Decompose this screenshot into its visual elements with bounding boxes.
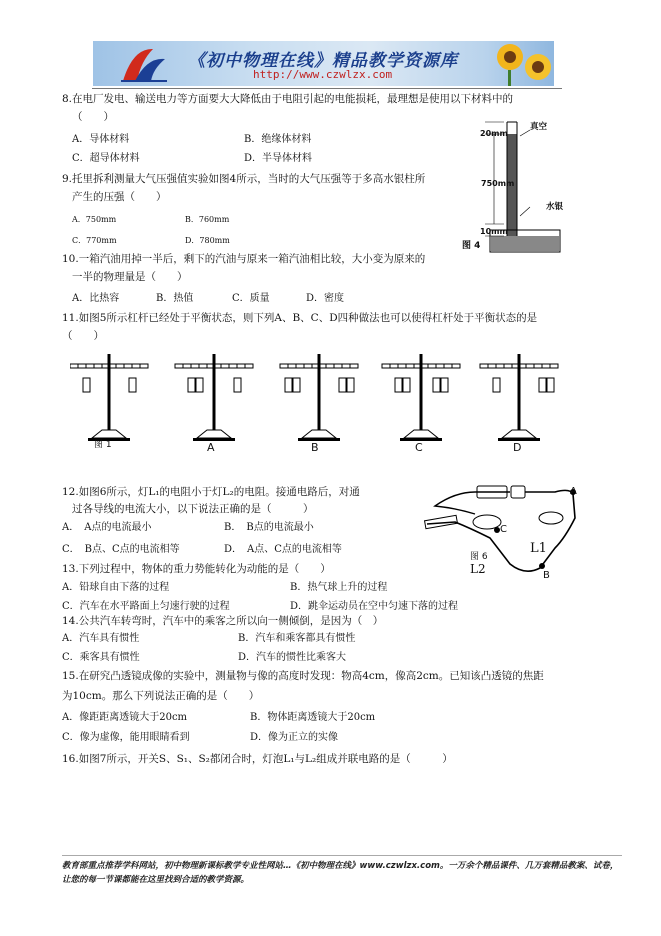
fig6-lamp-l2: L2 xyxy=(470,562,486,576)
weight-block xyxy=(441,378,448,392)
weight-block xyxy=(196,378,203,392)
fig4-h2-label: 750mm xyxy=(481,179,515,188)
lever-diagram-4 xyxy=(480,354,558,441)
question-8-stem: 8.在电厂发电、输送电力等方面要大大降低由于电阻引起的电能损耗，最理想是使用以下材料中的 xyxy=(62,93,514,105)
question-14-stem: 14.公共汽车转弯时，汽车中的乘客之所以向一侧倾倒，是因为（ ） xyxy=(62,615,384,627)
weight-block xyxy=(129,378,136,392)
fig5-label-d: D xyxy=(513,441,522,454)
q12-option-c: C． B点、C点的电流相等 xyxy=(62,544,180,555)
logo-icon xyxy=(113,43,173,85)
question-12-stem: 12.如图6所示，灯L₁的电阻小于灯L₂的电阻。接通电路后，对通 xyxy=(62,486,360,498)
question-11-stem-2: （ ） xyxy=(62,330,104,342)
footer-divider xyxy=(62,855,622,856)
q9-option-d: D．780mm xyxy=(185,236,230,245)
weight-block xyxy=(339,378,346,392)
weight-block xyxy=(234,378,241,392)
header-divider xyxy=(92,88,562,89)
fig5-label-base: 图 1 xyxy=(94,440,112,450)
footer-text: 教育部重点推荐学科网站，初中物理新课标教学专业性网站…《初中物理在线》www.czwlzx.com。一万余个精品课件、几万套精品教案、试卷，让您的每一节课都能在这里找到合适的教学资源。 xyxy=(62,861,619,885)
q13-option-a: A．铅球自由下落的过程 xyxy=(62,582,170,593)
weight-block xyxy=(188,378,195,392)
weight-block xyxy=(395,378,402,392)
q9-option-c: C．770mm xyxy=(72,236,117,245)
q14-option-d: D．汽车的惯性比乘客大 xyxy=(238,652,347,663)
q13-option-d: D．跳伞运动员在空中匀速下落的过程 xyxy=(290,601,459,612)
q12-option-d: D． A点、C点的电流相等 xyxy=(224,544,342,555)
question-9-stem: 9.托里拆利测量大气压强值实验如图4所示，当时的大气压强等于多高水银柱所 xyxy=(62,173,426,185)
q10-option-a: A．比热容 xyxy=(72,293,120,304)
fig4-vacuum-label: 真空 xyxy=(530,122,548,132)
q8-option-a: A．导体材料 xyxy=(72,134,130,145)
fig4-caption: 图 4 xyxy=(462,241,481,251)
banner-title: 《初中物理在线》精品教学资源库 xyxy=(188,51,458,71)
weight-block xyxy=(539,378,546,392)
fig6-caption: 图 6 xyxy=(470,552,488,562)
q8-option-d: D．半导体材料 xyxy=(244,153,313,164)
q14-option-a: A．汽车具有惯性 xyxy=(62,633,140,644)
weight-block xyxy=(493,378,500,392)
question-15-stem-2: 为10cm。那么下列说法正确的是（ ） xyxy=(62,690,260,702)
fig5-label-b: B xyxy=(311,441,319,454)
q15-option-a: A．像距距离透镜大于20cm xyxy=(62,712,188,723)
question-12-stem-2: 过各导线的电流大小，以下说法正确的是（ ） xyxy=(72,503,314,515)
q10-option-b: B．热值 xyxy=(156,293,194,304)
fig4-mercury-label: 水银 xyxy=(546,202,564,212)
q13-option-c: C．汽车在水平路面上匀速行驶的过程 xyxy=(62,601,230,612)
question-16-stem: 16.如图7所示，开关S、S₁、S₂都闭合时，灯泡L₁与L₂组成并联电路的是（ ） xyxy=(62,753,453,765)
fig4-h3-label: 10mm xyxy=(480,227,508,236)
question-10-stem: 10.一箱汽油用掉一半后，剩下的汽油与原来一箱汽油相比较，大小变为原来的 xyxy=(62,253,426,265)
weight-block xyxy=(347,378,354,392)
weight-block xyxy=(433,378,440,392)
weight-block xyxy=(403,378,410,392)
question-10-stem-2: 一半的物理量是（ ） xyxy=(72,271,188,283)
q10-option-d: D．密度 xyxy=(306,293,345,304)
fig5-label-a: A xyxy=(207,441,215,454)
question-13-stem: 13.下列过程中，物体的重力势能转化为动能的是（ ） xyxy=(62,563,331,575)
fig4-h1-label: 20mm xyxy=(480,129,508,138)
sunflower-icon xyxy=(488,41,554,86)
q14-option-b: B．汽车和乘客都具有惯性 xyxy=(238,633,356,644)
lever-diagram-1 xyxy=(175,354,253,441)
fig6-point-a: A xyxy=(570,486,577,497)
header-banner xyxy=(93,41,554,86)
q14-option-c: C．乘客具有惯性 xyxy=(62,652,140,663)
fig6-lamp-l1: L1 xyxy=(530,541,547,556)
question-9-stem-2: 产生的压强（ ） xyxy=(72,191,167,203)
q12-option-b: B． B点的电流最小 xyxy=(224,522,314,533)
weight-block xyxy=(547,378,554,392)
fig5-label-c: C xyxy=(415,441,423,454)
question-11-stem: 11.如图5所示杠杆已经处于平衡状态，则下列A、B、C、D四种做法也可以使得杠杆处于平衡状态的是 xyxy=(62,312,538,324)
question-8-stem-2: （ ） xyxy=(72,111,114,123)
q10-option-c: C．质量 xyxy=(232,293,270,304)
q8-option-b: B．绝缘体材料 xyxy=(244,134,312,145)
q13-option-b: B．热气球上升的过程 xyxy=(290,582,388,593)
q15-option-d: D．像为正立的实像 xyxy=(250,732,339,743)
lever-diagram-2 xyxy=(280,354,358,441)
lever-diagram-0 xyxy=(70,354,148,441)
q8-option-c: C．超导体材料 xyxy=(72,153,140,164)
banner-url[interactable]: http://www.czwlzx.com xyxy=(253,68,393,81)
question-15-stem: 15.在研究凸透镜成像的实验中，测量物与像的高度时发现：物高4cm，像高2cm。已知该凸透镜的焦距 xyxy=(62,670,544,682)
weight-block xyxy=(293,378,300,392)
fig6-point-b: B xyxy=(543,570,550,581)
lever-diagram-3 xyxy=(382,354,460,441)
q15-option-b: B．物体距离透镜大于20cm xyxy=(250,712,376,723)
q15-option-c: C．像为虚像，能用眼睛看到 xyxy=(62,732,190,743)
q9-option-b: B．760mm xyxy=(185,215,230,224)
weight-block xyxy=(285,378,292,392)
weight-block xyxy=(83,378,90,392)
q9-option-a: A．750mm xyxy=(72,215,117,224)
fig6-point-c: C xyxy=(500,524,507,535)
q12-option-a: A． A点的电流最小 xyxy=(62,522,152,533)
